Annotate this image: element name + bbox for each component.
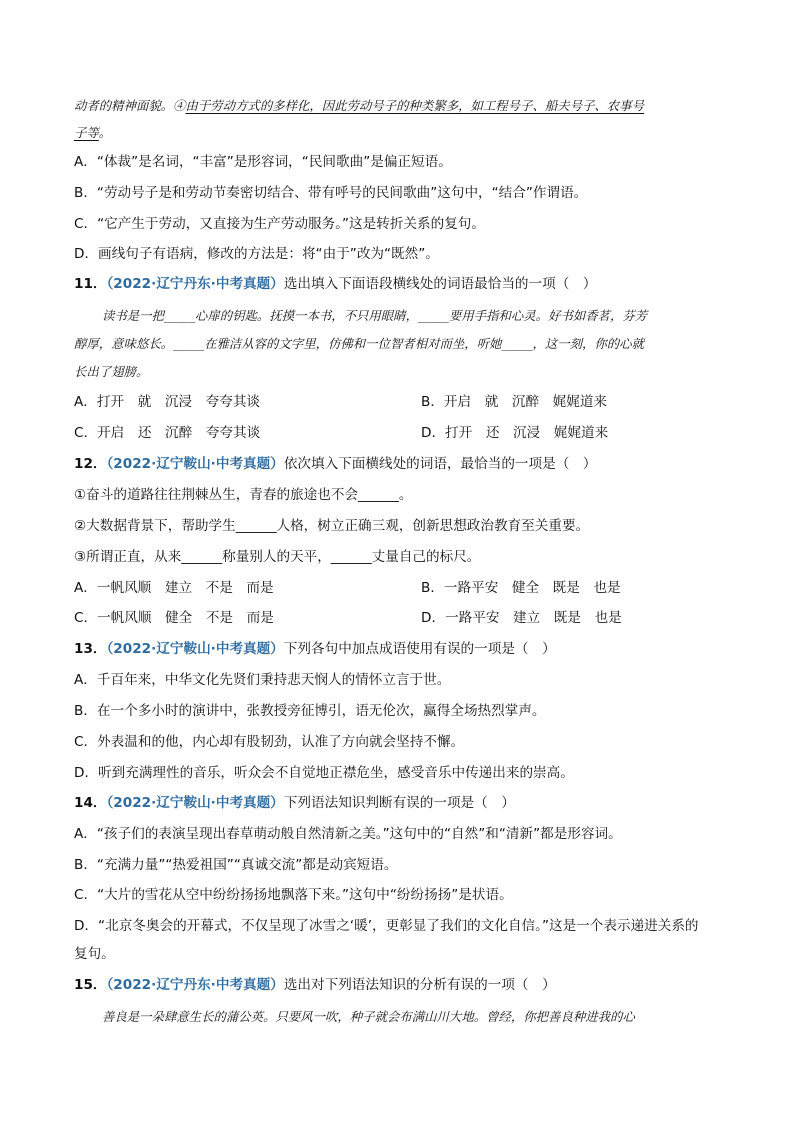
question-source: （2022·辽宁丹东·中考真题） — [106, 276, 284, 292]
q12-sentence-3: ③所谓正直，从来______称量别人的天平，______丈量自己的标尺。 — [74, 549, 481, 565]
question-13 — [74, 639, 556, 659]
passage-line-2 — [74, 123, 111, 143]
question-number: 15． — [74, 977, 107, 993]
q14-option-c: C．“大片的雪花从空中纷纷扬扬地飘落下来。”这句中“纷纷扬扬”是状语。 — [74, 887, 513, 903]
question-11 — [74, 274, 596, 294]
q10-option-b: B．“劳动号子是和劳动节奏密切结合、带有呼号的民间歌曲”这句中，“结合”作谓语。 — [74, 185, 588, 201]
q14-option-d: D．“北京冬奥会的开幕式，不仅呈现了冰雪之‘暖’，更彰显了我们的文化自信。”这是一个表示递进关系的 — [74, 918, 699, 934]
question-number: 12． — [74, 456, 107, 472]
period: 。 — [98, 125, 112, 140]
underlined-sentence: 由于劳动方式的多样化，因此劳动号子的种类繁多，如工程号子、船夫号子、农事号 — [185, 98, 644, 113]
q12-option-a: A．一帆风顺 建立 不是 而是 — [74, 580, 274, 596]
question-source: （2022·辽宁丹东·中考真题） — [106, 977, 284, 993]
question-source: （2022·辽宁鞍山·中考真题） — [106, 795, 284, 811]
q12-option-c: C．一帆风顺 健全 不是 而是 — [74, 610, 274, 626]
q14-option-d-cont: 复句。 — [74, 946, 115, 962]
q10-option-d: D．画线句子有语病，修改的方法是：将“由于”改为“既然”。 — [74, 246, 439, 262]
question-15 — [74, 975, 556, 995]
q12-sentence-1: ①奋斗的道路往往荆棘丛生，青春的旅途也不会______。 — [74, 487, 413, 503]
question-text: 选出填入下面语段横线处的词语最恰当的一项（ ） — [283, 276, 597, 292]
question-number: 11． — [74, 276, 107, 292]
question-text: 下列各句中加点成语使用有误的一项是（ ） — [283, 641, 556, 657]
q11-options-row-2 — [74, 423, 609, 443]
q12-options-row-2 — [74, 608, 622, 628]
q11-option-d: D．打开 还 沉浸 娓娓道来 — [421, 425, 609, 441]
question-12 — [74, 454, 596, 474]
q10-option-a: A．“体裁”是名词，“丰富”是形容词，“民间歌曲”是偏正短语。 — [74, 154, 452, 170]
passage-lead: 动者的精神面貌。④ — [74, 98, 186, 113]
question-number: 14． — [74, 795, 107, 811]
q12-option-b: B．一路平安 健全 既是 也是 — [421, 580, 621, 596]
passage-line-1 — [74, 96, 644, 116]
q11-option-a: A．打开 就 沉浸 夸夸其谈 — [74, 394, 261, 410]
q14-option-a: A．“孩子们的表演呈现出春草萌动般自然清新之美。”这句中的“自然”和“清新”都是形容词。 — [74, 826, 622, 842]
question-number: 13． — [74, 641, 107, 657]
q13-option-b: B．在一个多小时的演讲中，张教授旁征博引，语无伦次，赢得全场热烈掌声。 — [74, 703, 546, 719]
question-text: 依次填入下面横线处的词语，最恰当的一项是（ ） — [283, 456, 597, 472]
question-source: （2022·辽宁鞍山·中考真题） — [106, 641, 284, 657]
q11-options-row-1 — [74, 392, 608, 412]
q13-option-d: D．听到充满理性的音乐，听众会不自觉地正襟危坐，感受音乐中传递出来的崇高。 — [74, 765, 574, 781]
question-text: 选出对下列语法知识的分析有误的一项（ ） — [283, 977, 556, 993]
q12-sentence-2: ②大数据背景下，帮助学生______人格，树立正确三观，创新思想政治教育至关重要。 — [74, 518, 590, 534]
q14-option-b: B．“充满力量”“热爱祖国”“真诚交流”都是动宾短语。 — [74, 857, 398, 873]
question-14 — [74, 793, 515, 813]
q12-option-d: D．一路平安 建立 既是 也是 — [421, 610, 622, 626]
q10-option-c: C．“它产生于劳动，又直接为生产劳动服务。”这是转折关系的复句。 — [74, 216, 485, 232]
q11-passage-3: 长出了翅膀。 — [74, 364, 149, 379]
q11-option-b: B．开启 就 沉醉 娓娓道来 — [421, 394, 608, 410]
q15-passage-1: 善良是一朵肆意生长的蒲公英。只要风一吹，种子就会布满山川大地。曾经，你把善良种进我的心 — [102, 1009, 635, 1024]
q13-option-c: C．外表温和的他，内心却有股韧劲，认准了方向就会坚持不懈。 — [74, 734, 465, 750]
underlined-sentence-end: 子等 — [74, 125, 99, 140]
q13-option-a: A．千百年来，中华文化先贤们秉持悲天悯人的情怀立言于世。 — [74, 672, 451, 688]
q11-passage-1: 读书是一把_____心扉的钥匙。抚摸一本书，不只用眼睛，_____要用手指和心灵。好书如香茗，芬芳 — [102, 308, 648, 323]
question-source: （2022·辽宁鞍山·中考真题） — [106, 456, 284, 472]
question-text: 下列语法知识判断有误的一项是（ ） — [283, 795, 515, 811]
q11-passage-2: 醇厚，意味悠长。_____在雅洁从容的文字里，仿佛和一位智者相对而坐，听她_____，这一刻，你的心就 — [74, 336, 644, 351]
q12-options-row-1 — [74, 578, 621, 598]
q11-option-c: C．开启 还 沉醉 夸夸其谈 — [74, 425, 261, 441]
